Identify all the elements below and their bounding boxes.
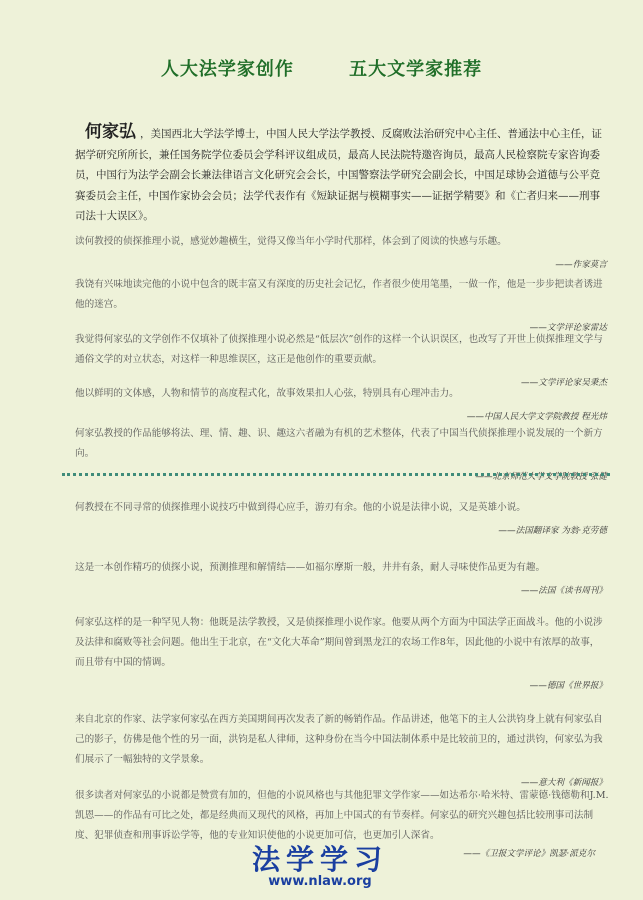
review-2 [75, 275, 607, 338]
review-8 [75, 613, 607, 696]
author-name: 何家弘 [85, 122, 136, 142]
review-text: 读何教授的侦探推理小说，感觉妙趣横生，觉得又像当年小学时代那样，体会到了阅读的快感与乐趣。 [75, 236, 507, 247]
review-source: ——法国《读书周刊》 [521, 586, 607, 596]
author-bio: ，美国西北大学法学博士，中国人民大学法学教授、反腐败法治研究中心主任、普通法中心主任，证据学研究所所长，兼任国务院学位委员会学科评议组成员，最高人民法院特邀咨询员，最高人民检察院专家咨询委员，中国行为法学会副会长兼法律语言文化研究会会长，中国警察法学研究会副会长，中国足球协会道德与公平竞赛委员会主任，中国作家协会会员；法学代表作有《短缺证据与模糊事实——证据学精要》和《亡者归来——刑事司法十大误区》。 [75, 128, 602, 222]
review-text: 何家弘这样的是一种罕见人物：他既是法学教授，又是侦探推理小说作家。他要从两个方面为中国法学正面战斗。他的小说涉及法律和腐败等社会问题。他出生于北京，在“文化大革命”期间曾到黑龙江的农场工作8年，因此他的小说中有浓厚的故事，而且带有中国的情调。 [75, 617, 603, 668]
logo-url: www.nlaw.org [268, 874, 372, 889]
section-divider [62, 473, 610, 476]
review-text: 很多读者对何家弘的小说都是赞赏有加的，但他的小说风格也与其他犯罪文学作家——如达希尔·哈米特、雷蒙德·钱德勒和J.M.凯恩——的作品有可比之处，都是经典而又现代的风格，再加上中国式的有节奏样。何家弘的研究兴趣包括比较刑事司法制度、犯罪侦查和刑事诉讼学等，他的专业知识使他的小说更加可信，也更加引人深省。 [75, 790, 609, 841]
review-4 [75, 384, 607, 427]
review-text: 何家弘教授的作品能够将法、理、情、趣、识、趣这六者融为有机的艺术整体，代表了中国当代侦探推理小说发展的一个新方向。 [75, 428, 603, 459]
title-right: 五大文学家推荐 [349, 59, 483, 80]
logo-text: 法学学习 [251, 843, 388, 876]
review-5 [75, 424, 607, 487]
review-source: ——北京师范大学文学院教授 张健 [475, 472, 607, 482]
review-source: ——德国《世界报》 [529, 681, 607, 691]
review-7 [75, 558, 607, 601]
review-text: 我饶有兴味地读完他的小说中包含的既丰富又有深度的历史社会记忆，作者很少使用笔墨，一做一作，他是一步步把读者诱进他的迷宫。 [75, 279, 603, 310]
review-text: 他以鲜明的文体感，人物和情节的高度程式化，故事效果扣人心弦，特别具有心理冲击力。 [75, 388, 459, 399]
site-logo[interactable] [250, 838, 390, 889]
review-source: ——中国人民大学文学院教授 程光炜 [466, 412, 607, 422]
review-source: ——意大利《新闻报》 [521, 778, 607, 788]
review-text: 这是一本创作精巧的侦探小说，预测推理和解情结——如福尔摩斯一般，井井有条，耐人寻味使作品更为有趣。 [75, 562, 546, 573]
review-source: ——《卫报文学评论》凯瑟·派克尔 [463, 849, 595, 859]
review-1 [75, 232, 607, 275]
title-left: 人大法学家创作 [160, 59, 294, 80]
review-source: ——文学评论家吴秉杰 [521, 378, 607, 388]
review-10 [75, 786, 609, 846]
author-intro [75, 122, 605, 227]
review-text: 来自北京的作家、法学家何家弘在西方美国期间再次发表了新的畅销作品。作品讲述，他笔下的主人公洪钧身上就有何家弘自己的影子，仿佛是他个性的另一面，洪钧是私人律师，这种身份在当今中国法制体系中是比较前卫的，通过洪钧，何家弘为我们展示了一幅独特的文学景象。 [75, 714, 603, 765]
review-6 [75, 498, 607, 541]
review-text: 何教授在不同寻常的侦探推理小说技巧中做到得心应手，游刃有余。他的小说是法律小说，又是英雄小说。 [75, 502, 526, 513]
page-title [0, 55, 643, 81]
review-9 [75, 710, 607, 793]
review-source: ——文学评论家雷达 [529, 323, 607, 333]
review-text: 我觉得何家弘的文学创作不仅填补了侦探推理小说必然是“低层次”创作的这样一个认识误区，也改写了开世上侦探推理文学与通俗文学的对立状态，对这样一种思维误区，这正是他创作的重要贡献。 [75, 334, 603, 365]
review-source: ——法国翻译家 为翁·克劳德 [498, 526, 607, 536]
review-source: ——作家莫言 [555, 260, 607, 270]
